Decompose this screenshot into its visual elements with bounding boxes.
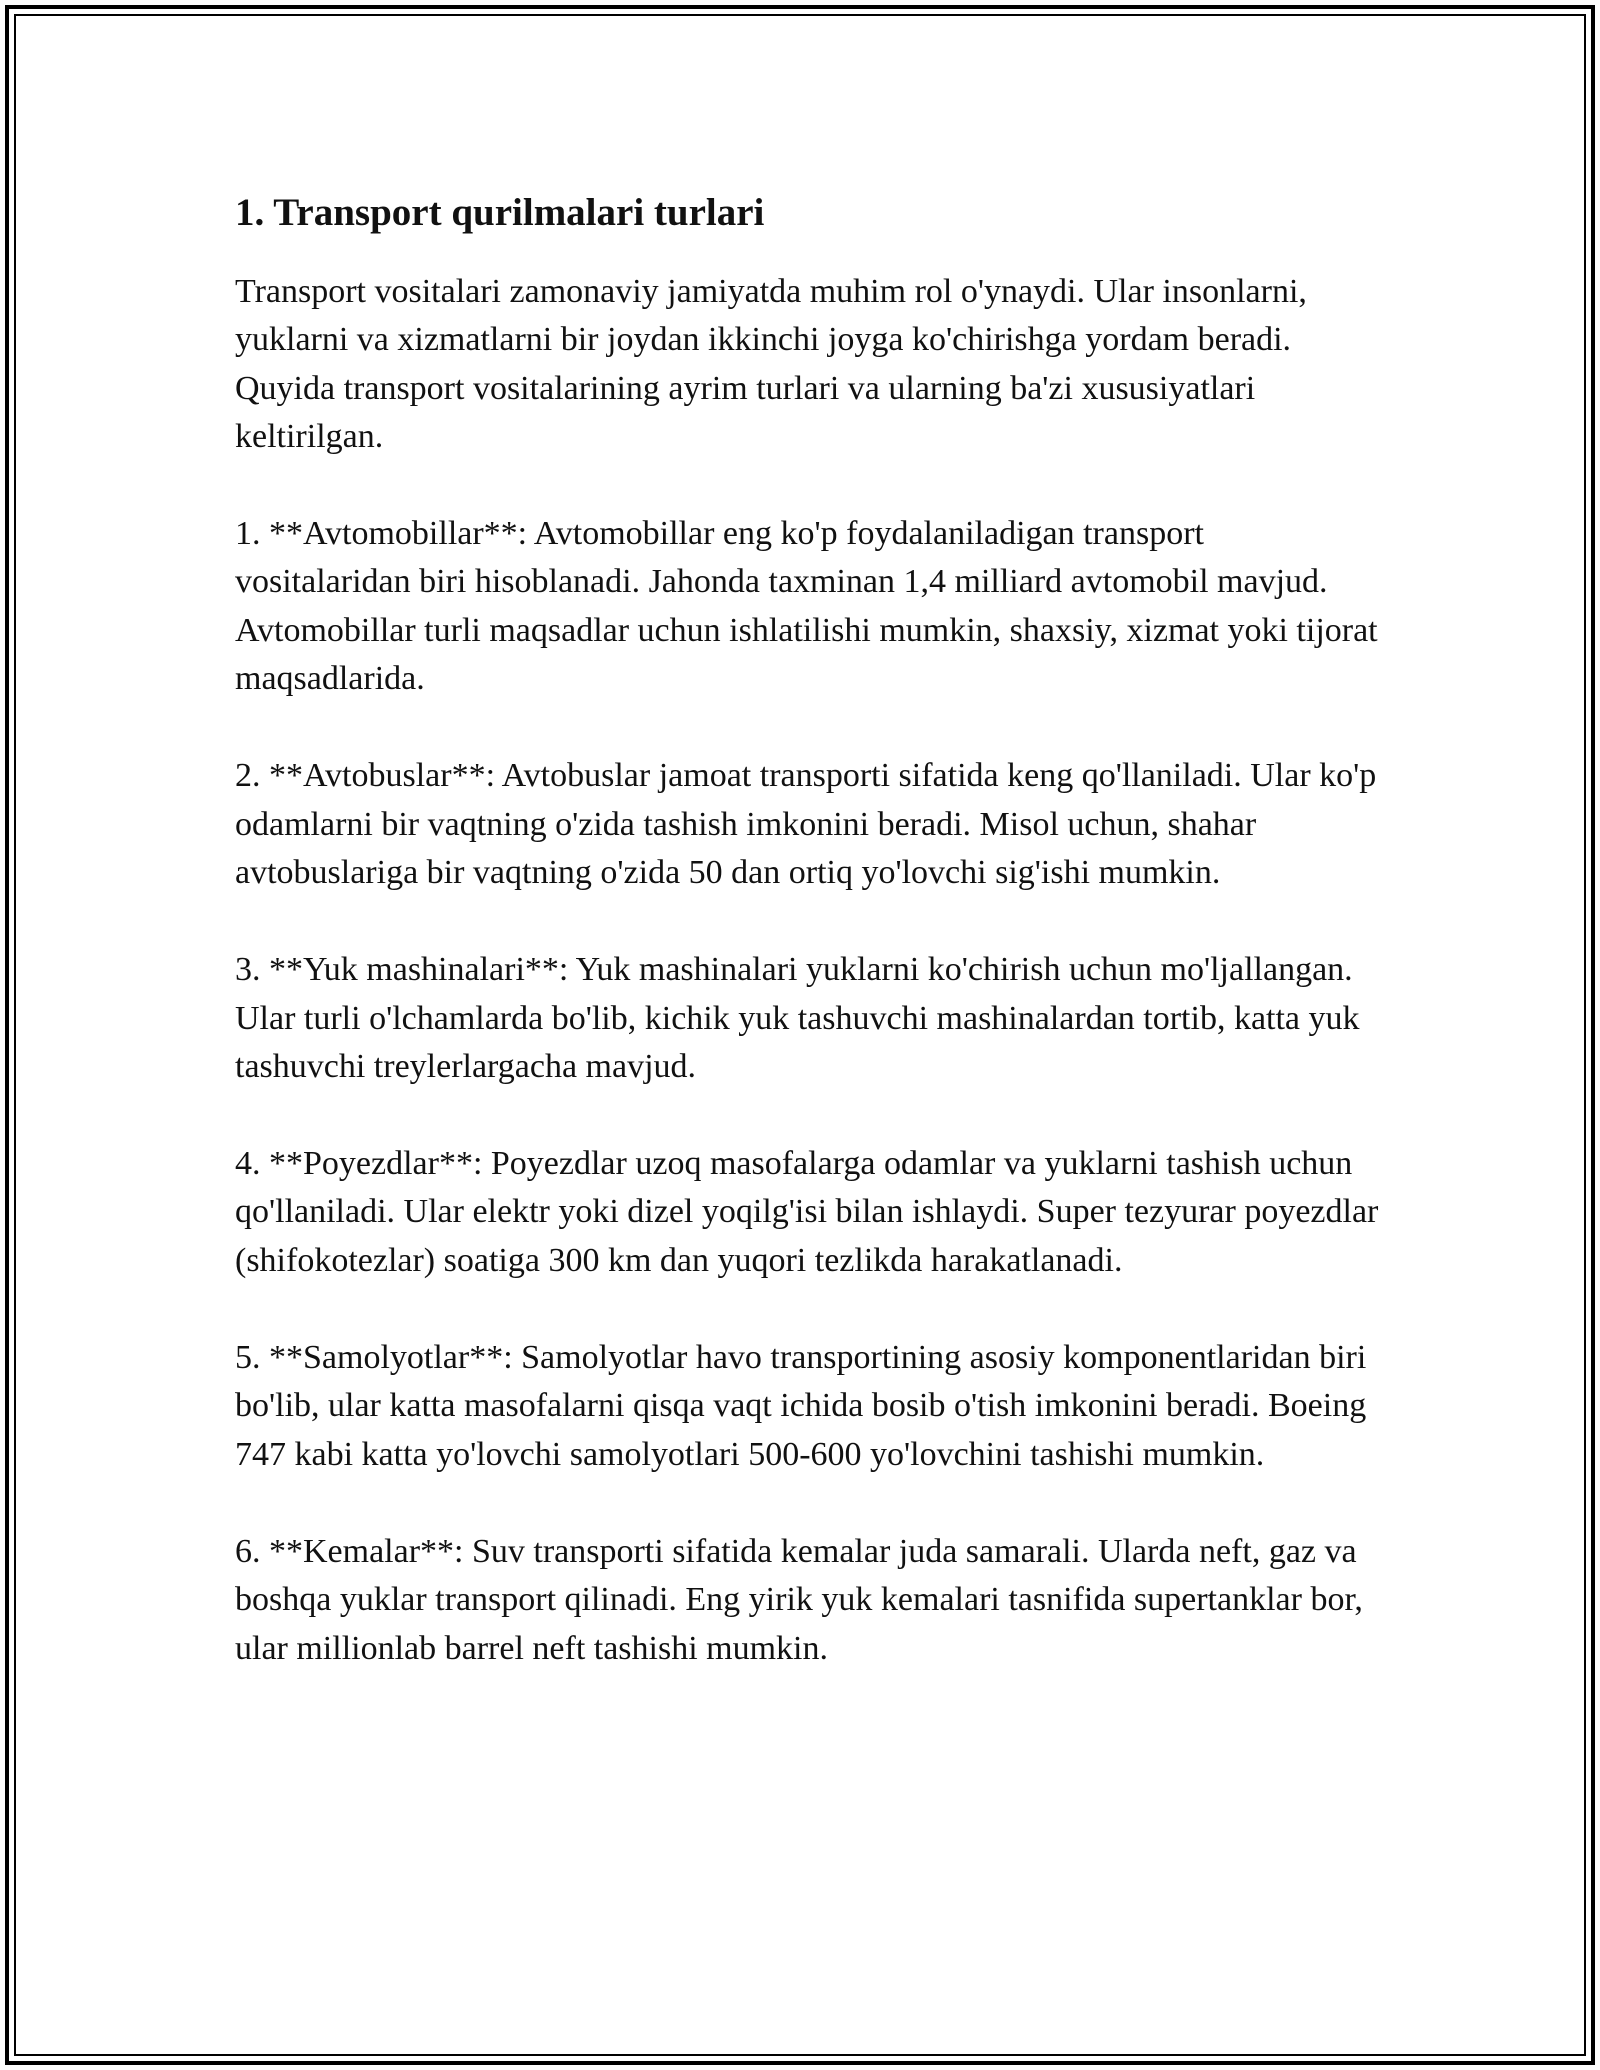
list-item-kemalar: 6. **Kemalar**: Suv transporti sifatida kemalar juda samarali. Ularda neft, gaz va boshqa yuklar transport qilinadi. Eng yirik yuk kemalari tasnifida supertanklar bor, ular millionlab barrel neft tashishi mumkin. xyxy=(235,1532,1363,1667)
list-item-poyezdlar: 4. **Poyezdlar**: Poyezdlar uzoq masofalarga odamlar va yuklarni tashish uchun qo'llaniladi. Ular elektr yoki dizel yoqilg'isi bilan ishlaydi. Super tezyurar poyezdlar (shifokotezlar) soatiga 300 km dan yuqori tezlikda harakatlanadi. xyxy=(235,1145,1379,1279)
document-title: 1. Transport qurilmalari turlari xyxy=(235,191,765,234)
document-body xyxy=(235,186,1385,1722)
list-item-avtomobillar: 1. **Avtomobillar**: Avtomobillar eng ko'p foydalaniladigan transport vositalaridan biri hisoblanadi. Jahonda taxminan 1,4 milliard avtomobil mavjud. Avtomobillar turli maqsadlar uchun ishlatilishi mumkin, shaxsiy, xizmat yoki tijorat maqsadlarida. xyxy=(235,515,1378,698)
list-item-samolyotlar: 5. **Samolyotlar**: Samolyotlar havo transportining asosiy komponentlaridan biri bo'lib, ular katta masofalarni qisqa vaqt ichida bosib o'tish imkonini beradi. Boeing 747 kabi katta yo'lovchi samolyotlari 500-600 yo'lovchini tashishi mumkin. xyxy=(235,1339,1367,1473)
intro-paragraph: Transport vositalari zamonaviy jamiyatda muhim rol o'ynaydi. Ular insonlarni, yuklarni va xizmatlarni bir joydan ikkinchi joyga ko'chirishga yordam beradi. Quyida transport vositalarining ayrim turlari va ularning ba'zi xususiyatlari keltirilgan. xyxy=(235,273,1307,455)
list-item-yuk-mashinalari: 3. **Yuk mashinalari**: Yuk mashinalari yuklarni ko'chirish uchun mo'ljallangan. Ular turli o'lchamlarda bo'lib, kichik yuk tashuvchi mashinalardan tortib, katta yuk tashuvchi treylerlargacha mavjud. xyxy=(235,951,1360,1085)
list-item-avtobuslar: 2. **Avtobuslar**: Avtobuslar jamoat transporti sifatida keng qo'llaniladi. Ular ko'p odamlarni bir vaqtning o'zida tashish imkonini beradi. Misol uchun, shahar avtobuslariga bir vaqtning o'zida 50 dan ortiq yo'lovchi sig'ishi mumkin. xyxy=(235,757,1377,891)
